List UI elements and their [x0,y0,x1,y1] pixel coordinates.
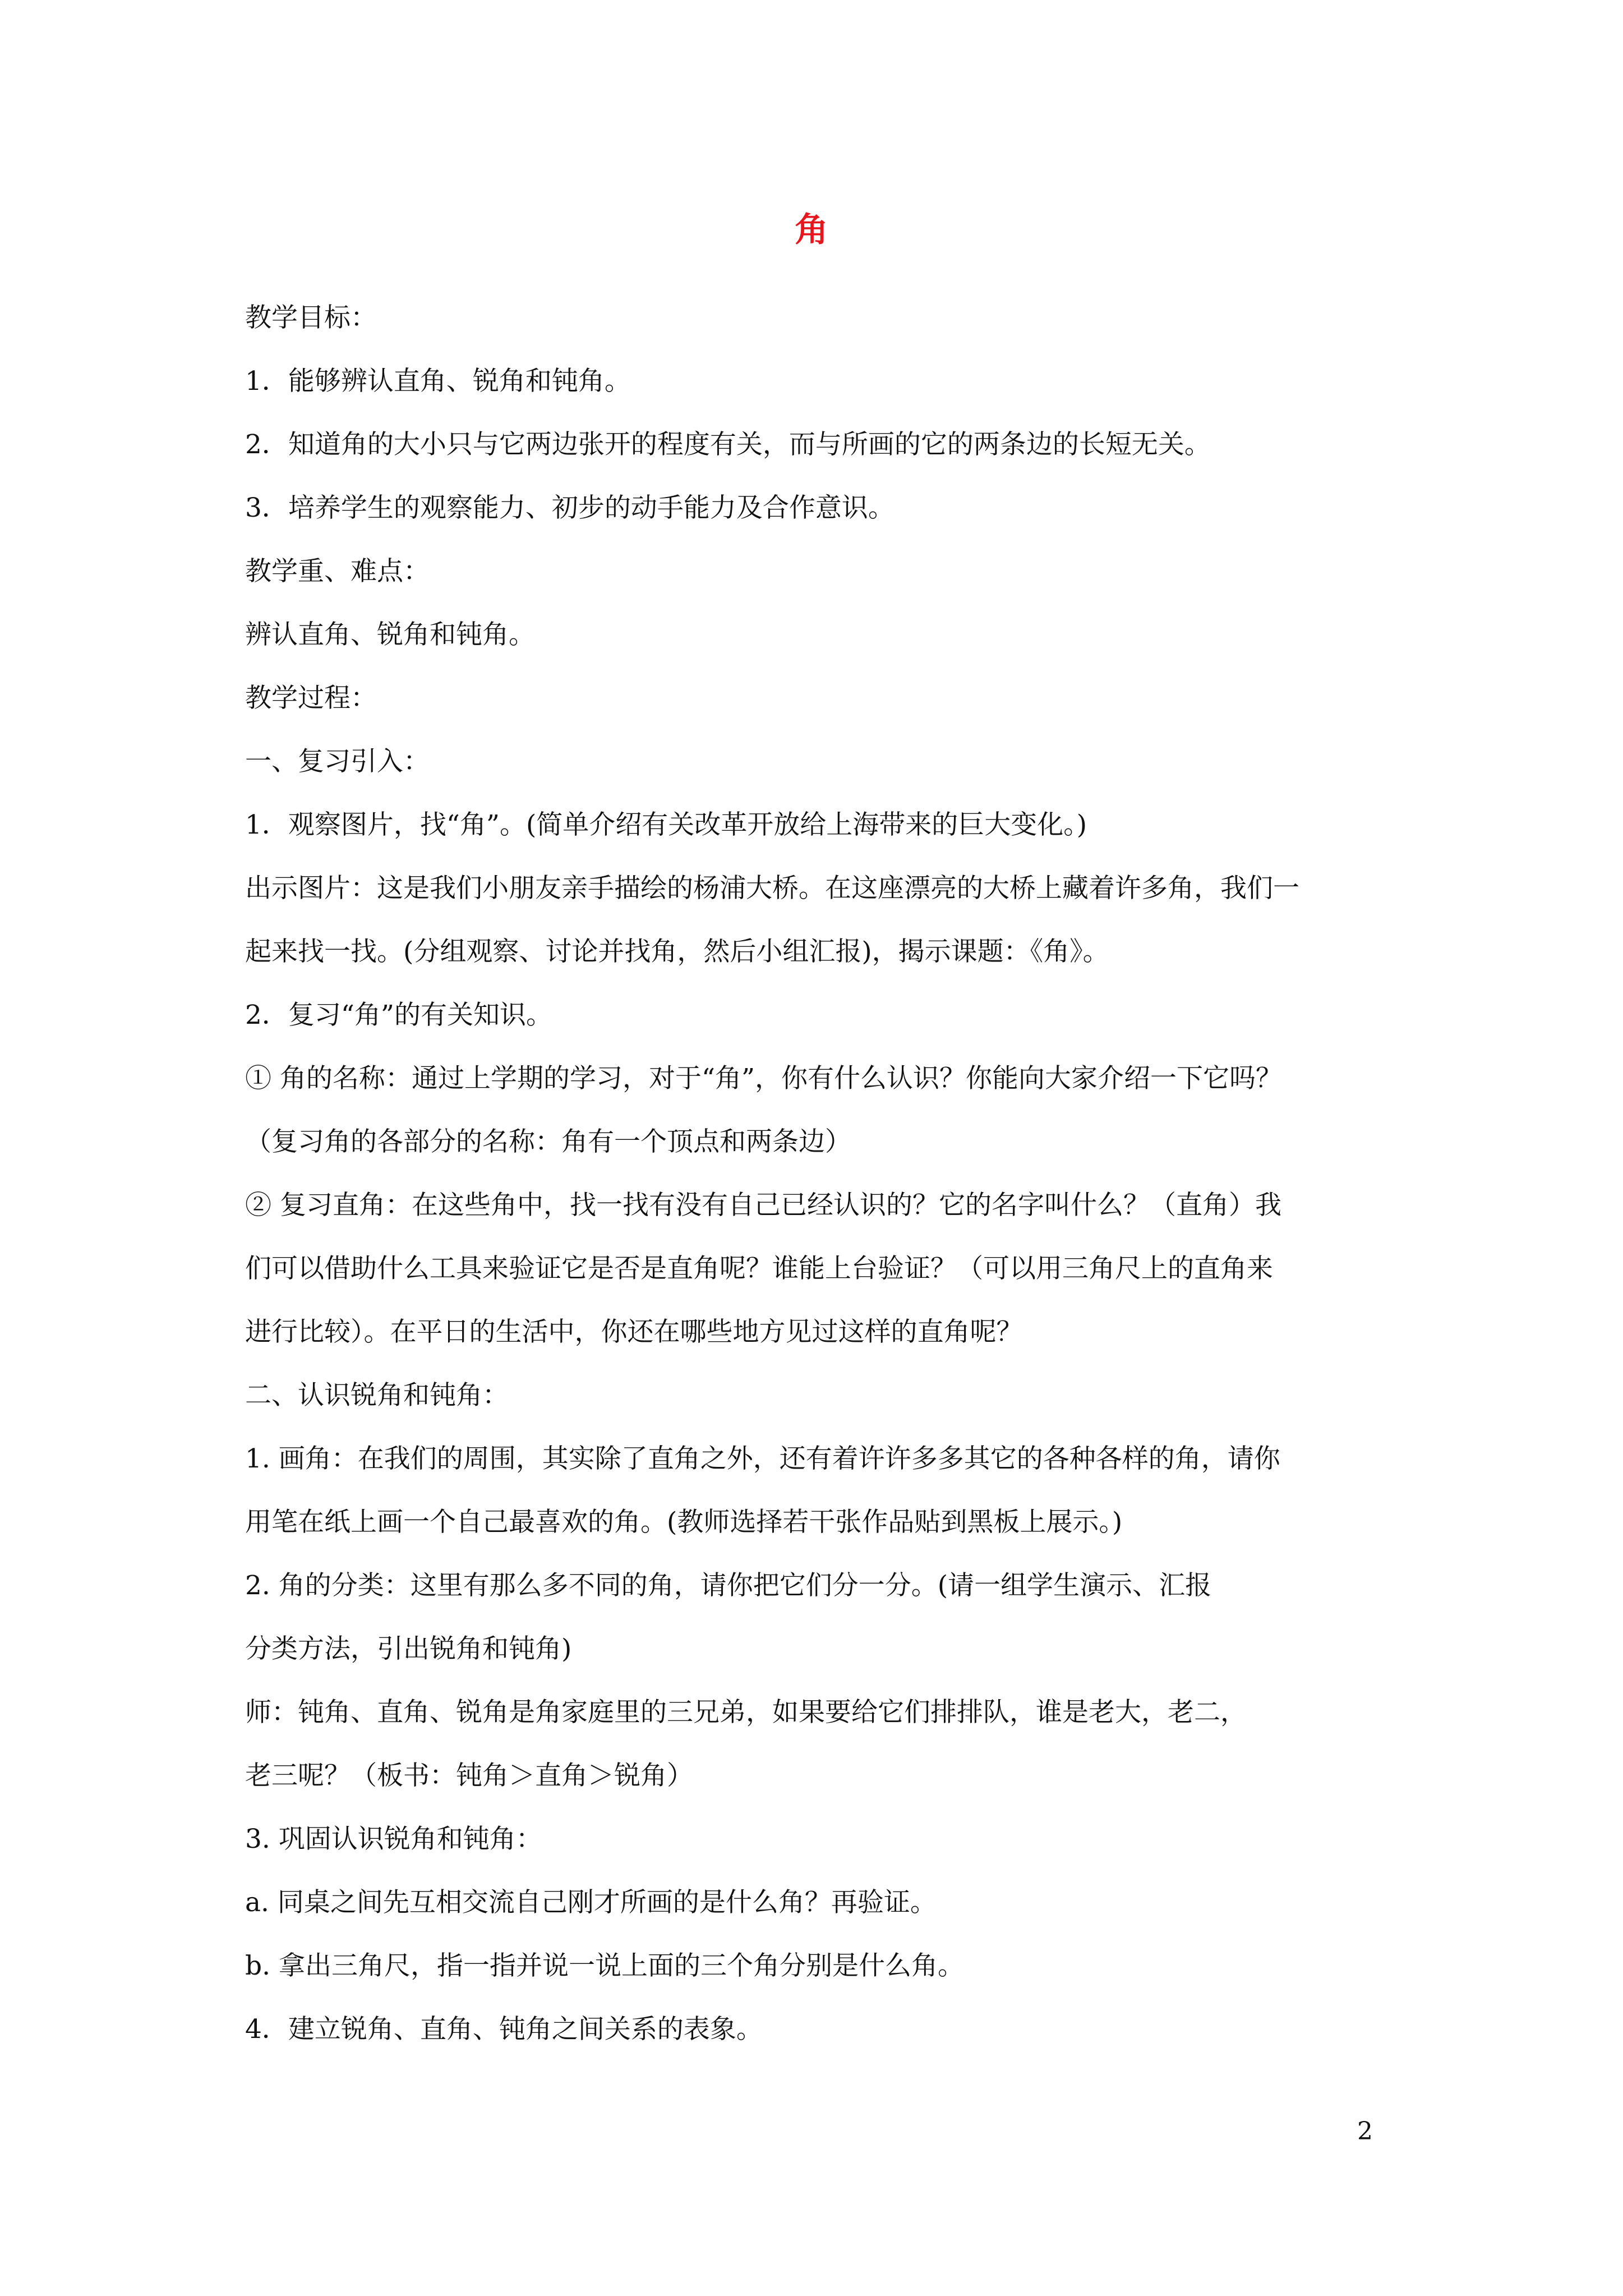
paragraph-line: 们可以借助什么工具来验证它是否是直角呢？谁能上台验证？（可以用三角尺上的直角来 [245,1253,1273,1284]
subsection-heading-acute-obtuse: 二、认识锐角和钝角： [245,1380,509,1411]
subsection-heading-review: 一、复习引入： [245,746,430,777]
key-points-text: 辨认直角、锐角和钝角。 [245,619,535,650]
document-title: 角 [795,210,828,250]
section-heading-key-points: 教学重、难点： [245,556,430,587]
paragraph-line: a. 同桌之间先互相交流自己刚才所画的是什么角？再验证。 [245,1887,937,1918]
paragraph-line: ② 复习直角：在这些角中，找一找有没有自己已经认识的？它的名字叫什么？（直角）我 [245,1190,1281,1221]
objective-item-3: 3．培养学生的观察能力、初步的动手能力及合作意识。 [245,493,895,523]
paragraph-line: 3. 巩固认识锐角和钝角： [245,1824,542,1855]
objective-item-2: 2．知道角的大小只与它两边张开的程度有关，而与所画的它的两条边的长短无关。 [245,429,1211,460]
paragraph-line: 1．观察图片，找“角”。(简单介绍有关改革开放给上海带来的巨大变化。) [245,809,1087,840]
paragraph-line: 分类方法，引出锐角和钝角) [245,1634,572,1664]
document-body [245,286,1395,2061]
paragraph-line: （复习角的各部分的名称：角有一个顶点和两条边） [245,1126,851,1157]
paragraph-line: 进行比较）。在平日的生活中，你还在哪些地方见过这样的直角呢？ [245,1317,1023,1347]
paragraph-line: 4．建立锐角、直角、钝角之间关系的表象。 [245,2014,763,2045]
paragraph-line: 起来找一找。(分组观察、讨论并找角，然后小组汇报)，揭示课题：《角》。 [245,936,1109,967]
paragraph-line: 用笔在纸上画一个自己最喜欢的角。(教师选择若干张作品贴到黑板上展示。) [245,1507,1123,1538]
paragraph-line: 1. 画角：在我们的周围，其实除了直角之外，还有着许许多多其它的各种各样的角，请你 [245,1443,1280,1474]
page-number: 2 [1357,2117,1373,2146]
paragraph-line: 2．复习“角”的有关知识。 [245,1000,552,1030]
paragraph-line: 2. 角的分类：这里有那么多不同的角，请你把它们分一分。(请一组学生演示、汇报 [245,1570,1212,1601]
paragraph-line: ① 角的名称：通过上学期的学习，对于“角”，你有什么认识？你能向大家介绍一下它吗？ [245,1063,1282,1094]
section-heading-objectives: 教学目标： [245,302,377,333]
paragraph-line: 老三呢？（板书：钝角＞直角＞锐角） [245,1760,693,1791]
paragraph-line: b. 拿出三角尺，指一指并说一说上面的三个角分别是什么角。 [245,1950,964,1981]
paragraph-line: 师：钝角、直角、锐角是角家庭里的三兄弟，如果要给它们排排队，谁是老大，老二， [245,1697,1247,1728]
section-heading-process: 教学过程： [245,683,377,714]
objective-item-1: 1．能够辨认直角、锐角和钝角。 [245,366,631,397]
paragraph-line: 出示图片：这是我们小朋友亲手描绘的杨浦大桥。在这座漂亮的大桥上藏着许多角，我们一 [245,873,1299,904]
